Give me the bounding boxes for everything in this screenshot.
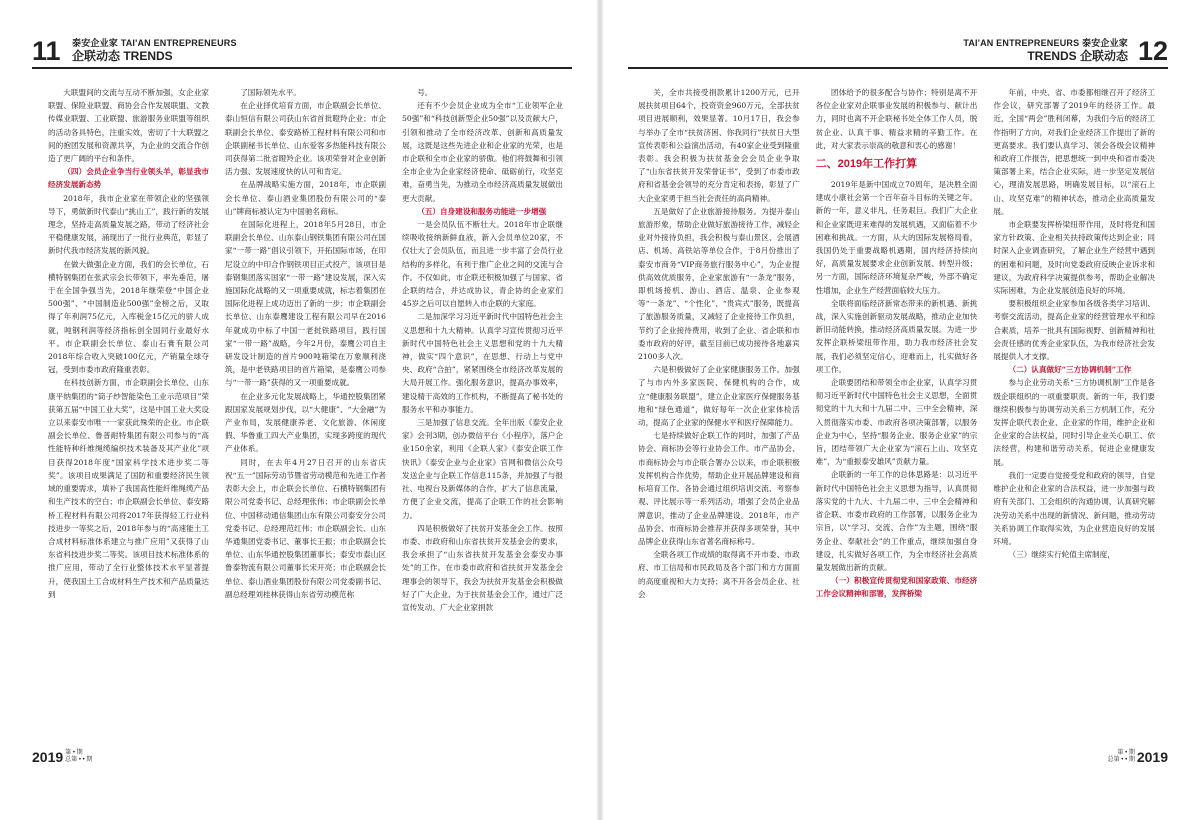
body-paragraph: 参与企业劳动关系“三方协调机制”工作是各级企联组织的一项重要职责。新的一年，我们要继续积极参与协调劳动关系三方机制工作，充分发挥企联代表企业、企业家的作用，维护企业和企业家的合法权益，同时引导企业关心职工、依法经营，构建和谐劳动关系，促进企业健康发展。 bbox=[993, 378, 1156, 467]
left-footer-issue bbox=[65, 750, 92, 764]
body-paragraph: 大联盟间的交流与互动不断加强，女企业家联盟、保险业联盟、商协会合作发展联盟、文教传媒业联盟、工业联盟、旅游服务业联盟等组织的活动各具特色，注重实效，密切了十大联盟之间的抱团发展和资源共享，为企业的交流合作创造了更广阔的平台和条件。 bbox=[48, 88, 209, 164]
body-paragraph: 了国际领先水平。 bbox=[240, 88, 301, 97]
left-page-column-2 bbox=[225, 86, 386, 736]
body-paragraph: 六是积极做好了企业家健康服务工作。加强了与市内外多家医院、保健机构的合作，成立“健康服务联盟”，建立企业家医疗保健服务基地和“绿色通道”，做好每年一次企业家体检活动，提高了企业家的保健水平和医疗保障能力。 bbox=[638, 365, 800, 428]
body-paragraph: 号。 bbox=[417, 88, 433, 97]
left-page-number: 11 bbox=[32, 36, 61, 66]
body-paragraph: 2019年是新中国成立70周年，是决胜全面建成小康社会第一个百年奋斗目标的关键之年。新的一年，意义非凡，任务艰巨。我们广大企业和企业家既迎来难得的发展机遇，又面临着不少困难和挑战。一方面，从大的国际发展格局看，我国仍处于重要战略机遇期，国内经济持续向好，高质量发展要求企业创新发展、转型升级；另一方面，国际经济环境复杂严峻，外部不确定性增加，企业生产经营面临较大压力。 bbox=[815, 180, 978, 295]
subsection-heading: （五）自身建设和服务功能进一步增强 bbox=[417, 206, 547, 216]
right-page-number: 12 bbox=[1137, 36, 1168, 66]
body-paragraph: 市企联要发挥桥梁纽带作用，及时将党和国家方针政策、企业相关扶持政策传达到企业；同时深入企业调查研究，了解企业生产经营中遇到的困难和问题，及时向党委政府反映企业诉求和建议，为政府科学决策提供参考，帮助企业解决实际困难，为企业发展创造良好的环境。 bbox=[993, 220, 1156, 296]
right-page-column-3 bbox=[993, 86, 1155, 736]
right-footer-issue-a: 第 • 期 bbox=[1117, 749, 1135, 756]
right-page-column-1 bbox=[638, 86, 800, 736]
body-paragraph: 在科技创新方面，市企联副会长单位、山东康平纳集团的“筒子纱智能染色工业示范项目”荣获第五届“中国工业大奖”，这是中国工业大奖设立以来泰安市唯一一家获此殊荣的企业。市企联副会长单位、鲁普耐特集团有限公司参与的“高性能特种纤维绳缆编织技术装备及其产业化”项目获得2018年度“国家科学技术进步奖二等奖”。该项目成果满足了国防和重要经济民生领域的重要需求，填补了我国高性能纤维绳缆产品和生产技术的空白；市企联副会长单位、泰安路桥工程材料有限公司将2017年获得轻工行业科技进步一等奖之后，2018年参与的“高速能土工合成材料标准体系建立与推广应用”又获得了山东省科技进步奖二等奖。该项目技术标准体系的推广应用，带动了全行业整体技术水平显著提升，使我国土工合成材料生产技术和产品质量达到 bbox=[48, 378, 209, 599]
left-page-columns bbox=[48, 86, 563, 736]
body-paragraph: 七是持续做好企联工作的同时，加强了产品协会、商标协会等行业协会工作。市产品协会、市商标协会与市企联合署办公以来，市企联积极发挥机构合作优势，帮助企业开展品牌建设和商标培育工作。各协会通过组织培训交流、考察参观、评比展示等一系列活动，增强了会员企业品牌意识，推动了企业品牌建设。2018年，市产品协会、市商标协会推荐并获得多项荣誉，其中品牌企业获得山东省著名商标称号。 bbox=[638, 431, 800, 546]
body-paragraph: 企联要团结和带领全市企业家，认真学习贯彻习近平新时代中国特色社会主义思想，全面贯彻党的十九大和十九届二中、三中全会精神，深入贯彻落实市委、市政府各项决策部署，以服务企业为中心，坚持“服务企业、服务企业家”的宗旨，团结带领广大企业家为“滚石上山、攻坚克难”，为“重振泰安雄风”贡献力量。 bbox=[815, 378, 978, 467]
body-paragraph: 年前，中央、省、市委都相继召开了经济工作会议，研究部署了2019年的经济工作。最近，全国“两会”胜利闭幕，为我们今后的经济工作指明了方向，对我们企业经济工作提出了新的更高要求。我们要认真学习、领会各级会议精神和政府工作报告，把思想统一到中央和省市委决策部署上来，结合企业实际，进一步坚定发展信心，理清发展思路，明确发展目标，以“滚石上山、攻坚克难”的精神状态，推动企业高质量发展。 bbox=[993, 88, 1156, 216]
right-footer-issue-b: 总第 • • 期 bbox=[1107, 756, 1135, 763]
right-page-footer bbox=[1106, 748, 1168, 766]
right-header-line1: TAI'AN ENTREPRENEURS 泰安企业家 bbox=[963, 38, 1128, 48]
body-paragraph: 2018年，我市企业家在带领企业的坚强领导下，勇做新时代泰山“挑山工”，践行新的发展理念，坚持走高质量发展之路，带动了经济社会平稳健康发展，涌现出了一批行业典范，彰显了新时代我市经济发展的新风貌。 bbox=[48, 193, 209, 256]
body-paragraph: 团体给予的很多配合与协作；特别是离不开各位企业家对企联事业发展的积极参与、献计出力，同时也离不开企联秘书处全体工作人员，脱贫企业、认真干事、精益求精的辛勤工作。在此，对大家表示崇高的敬意和衷心的感谢！ bbox=[815, 88, 978, 150]
body-paragraph: 在企业多元化发展战略上，华通控股集团紧跟国家发展规划步伐，以“大健康”、“大金融”为产业布局，发展健康养老、文化旅游、休闲度假、华鲁重工四大产业集团，实现多跨度的现代产业体系。 bbox=[225, 391, 386, 454]
left-page-header bbox=[32, 36, 572, 66]
body-paragraph: 关，全市共接受捐款累计1200万元，已开展扶贫项目64个，投资资金960万元，全部扶贫项目进展顺利，效果显著。10月17日，我会参与举办了全市“扶贫济困、你我同行”扶贫日大型宣传表彰和公益演出活动，有40家企业受到隆重表彰。我会积极为扶贫基金会会员企业争取了“山东省扶贫开发荣誉证书”，受到了市委市政府和省基金会领导的充分肯定和表扬，彰显了广大企业家勇于担当社会责任的高尚精神。 bbox=[638, 88, 800, 203]
body-paragraph: 全联各项工作成绩的取得离不开市委、市政府、市工信局和市民政局及各个部门和方方面面的高度重视和大力支持；离不开各会员企业、社会 bbox=[638, 550, 800, 599]
body-paragraph: 还有不少会员企业成为全市“工业领军企业50强”和“科技创新型企业50强”以及贡献大户，引领和推动了全市经济改革、创新和高质量发展，这既是这些先进企业和企业家的光荣，也是市企联和全市企业家的骄傲。他们将鼓舞和引领全市企业为企业家经济使命、砥砺前行，攻坚克难，奋勇当先，为推动全市经济高质量发展做出更大贡献。 bbox=[402, 101, 563, 203]
body-paragraph: （三）继续实行轮值主席制度， bbox=[1008, 550, 1115, 560]
body-paragraph: 在做大做强企业方面，我们的会长单位，石横特钢集团在张武宗会长带领下，率先垂范，屠于在全国争强当先，2018年继荣登“中国企业500强”、“中国制造业500强”金榜之后，又取得了年利润75亿元，入库税金15亿元的骄人成就，吨钢利润等经济指标创全国同行业最好水平。市企联副会长单位、泰山石膏有限公司2018年综合收入突破100亿元，产销量全球夺冠，受到市委市政府隆重表彰。 bbox=[48, 259, 209, 375]
left-header-line1: 泰安企业家 TAI'AN ENTREPRENEURS bbox=[72, 38, 237, 48]
body-paragraph: 全联将面临经济新常态带来的新机遇、新挑战，深入实施创新驱动发展战略，推动企业加快新旧动能转换，推动经济高质量发展。为进一步发挥企联桥梁纽带作用，助力我市经济社会发展，我们必须坚定信心，迎难而上，扎实做好各项工作。 bbox=[815, 298, 978, 374]
body-paragraph: 企联新的一年工作的总体思路是：以习近平新时代中国特色社会主义思想为指导，认真贯彻落实党的十九大、十九届二中、三中全会精神和省企联、市委市政府的工作部署，以服务企业为宗旨，以“学习、交流、合作”为主题，围绕“服务企业、奉献社会”的工作重点，继续加强自身建设，扎实做好各项工作，为全市经济社会高质量发展做出新的贡献。 bbox=[815, 470, 978, 572]
body-paragraph: 在企业择优培育方面，市企联副会长单位、泰山恒信有限公司获山东省首批瞪羚企业；市企联副会长单位、泰安路桥工程材料有限公司和市企联副秘书长单位、山东爱客多热能科技有限公司获得第二批省瞪羚企业。该项荣誉对企业创新活力强、发展速度快的认可和肯定。 bbox=[225, 101, 386, 177]
body-paragraph: 要积极组织企业家参加各级各类学习培训、考察交流活动，提高企业家的经营管理水平和综合素质，培养一批具有国际视野、创新精神和社会责任感的优秀企业家队伍，为我市经济社会发展提供人才支撑。 bbox=[993, 299, 1156, 362]
right-footer-year: 2019 bbox=[1136, 748, 1168, 765]
right-footer-issue bbox=[1108, 750, 1135, 764]
right-header-title bbox=[963, 38, 1128, 63]
left-footer-issue-b: 总第 • • 期 bbox=[65, 756, 93, 763]
left-footer-issue-a: 第 • 期 bbox=[65, 749, 83, 756]
subsection-heading: （二）认真做好“三方协调机制”工作 bbox=[1008, 365, 1132, 375]
left-header-title bbox=[72, 38, 237, 63]
left-footer-year: 2019 bbox=[32, 748, 64, 765]
body-paragraph: 同时，在去年4月27日召开的山东省庆祝“五一”国际劳动节暨省劳动模范和先进工作者表彰大会上，市企联会长单位、石横特钢集团有限公司党委书记、总经理张伟；市企联副会长单位、中国移动通信集团山东有限公司泰安分公司党委书记、总经理范红伟；市企联副会长、山东华通集团党委书记、董事长王振；市企联副会长单位、山东华通控股集团董事长；泰安市泰山区鲁泰物流有限公司董事长宋开亮；市企联副会长单位、泰山酒业集团股份有限公司党委副书记、副总经理刘桂林获得山东省劳动模范称 bbox=[225, 457, 386, 599]
left-header-rule bbox=[32, 67, 572, 69]
body-paragraph: 四是积极做好了扶贫开发基金会工作。按照市委、市政府和山东省扶贫开发基金会的要求，我会承担了“山东省扶贫开发基金会泰安办事处”的工作。在市委市政府和省扶贫开发基金会理事会的领导下，我会为扶贫开发基金会积极做好了广大企业、为于扶贫基金会工作，通过广泛宣传发动、广大企业家捐款 bbox=[402, 523, 563, 612]
subsection-heading: （一）积极宣传贯彻党和国家政策、市经济工作会议精神和部署，发挥桥梁 bbox=[815, 576, 978, 599]
left-page-column-3 bbox=[402, 86, 563, 736]
body-paragraph: 我们一定要自觉接受党和政府的领导，自觉维护企业和企业家的合法权益，进一步加强与政府有关部门、工会组织的沟通协调，认真研究解决劳动关系中出现的新情况、新问题，推动劳动关系协调工作取得实效，为企业营造良好的发展环境。 bbox=[993, 470, 1156, 546]
body-paragraph: 五是做好了企业旅游接待服务。为提升泰山旅游形象，帮助企业做好旅游接待工作，减轻企业对外接待负担，我会积极与泰山景区、会展酒店、机场、高铁站等单位合作，于8月份推出了泰安市商务“VIP商务旅行服务中心”，为企业提供高效优质服务，企业家旅游有“一条龙”服务，即机场接机、游山、酒店、温泉、企业参观等“一条龙”、“个性化”、“贵宾式”服务，既提高了旅游服务质量，又减轻了企业接待工作负担，节约了企业接待费用，收到了企业、省企联和市委市政府的好评，截至目前已成功接待各地嘉宾2100多人次。 bbox=[638, 206, 800, 362]
subsection-heading: （四）会员企业争当行业领头羊，彰显我市经济发展新态势 bbox=[48, 167, 209, 190]
right-header-line2: TRENDS 企联动态 bbox=[1027, 49, 1128, 63]
left-page-footer bbox=[32, 748, 94, 766]
body-paragraph: 在国际化进程上，2018年5月28日，市企联副会长单位、山东泰山钢铁集团有限公司在国家“一带一路”倡议引领下，开拓国际市场，在印尼设立的中印合作钢铁项目正式投产，该项目是泰钢集团落实国家“一带一路”建设发展，深入实施国际化战略的又一项重要成就，标志着集团在国际化进程上成功迈出了新的一步；市企联副会长单位、山东泰鹰建设工程有限公司早在2016年就成功中标了中国一老挝铁路项目，践行国家“一带一路”战略，今年2月份，泰鹰公司自主研发设计制造的首片900吨箱梁在万象顺利浇筑，是中老铁路项目的首片箱梁，是泰鹰公司参与“一带一路”获得的又一项重要成就。 bbox=[225, 220, 386, 388]
body-paragraph: 一是会员队伍不断壮大。2018年市企联继续吸收接纳新鲜血液，新入会员单位20家，不仅壮大了会员队伍，而且进一步丰富了会员行业结构的多样化，有利于推广企业之间的交流与合作。不仅如此，市企联还积极加强了与国家、省企联的结合，并达成协议，青企协的企业家们45岁之后可以自愿转入市企联的大家庭。 bbox=[402, 220, 563, 309]
left-page-column-1 bbox=[48, 86, 209, 736]
right-page bbox=[600, 0, 1200, 820]
body-paragraph: 在品牌战略实施方面，2018年，市企联副会长单位、泰山酒业集团股份有限公司的“泰山”牌商标被认定为中国驰名商标。 bbox=[225, 180, 386, 216]
right-header-rule bbox=[628, 67, 1168, 69]
section-heading: 二、2019年工作打算 bbox=[815, 158, 918, 171]
body-paragraph: 三是加强了信息交流。全年出版《泰安企业家》会刊3期，创办微信平台《小程序》，落户企业150余家，利用《企联人家》《泰安企联工作快讯》《泰安企业与企业家》官网和微信公众号发送企业与企联工作信息115条，并加强了与报社、电视台及新媒体的合作，扩大了信息流量，方便了企业交流，提高了企联工作的社会影响力。 bbox=[402, 418, 563, 520]
right-page-columns bbox=[638, 86, 1155, 736]
right-page-column-2 bbox=[816, 86, 978, 736]
body-paragraph: 二是加深学习习近平新时代中国特色社会主义思想和十九大精神。认真学习宣传贯彻习近平新时代中国特色社会主义思想和党的十九大精神，做实“四个意识”，在思想、行动上与党中央、政府“合拍”，紧紧围绕全市经济改革发展的大局开展工作。强化服务意识，提高办事效率，建设精干高效的工作机构，不断提高了秘书处的服务水平和办事能力。 bbox=[402, 312, 563, 414]
right-page-header bbox=[628, 36, 1168, 66]
left-header-line2: 企联动态 TRENDS bbox=[72, 49, 173, 63]
